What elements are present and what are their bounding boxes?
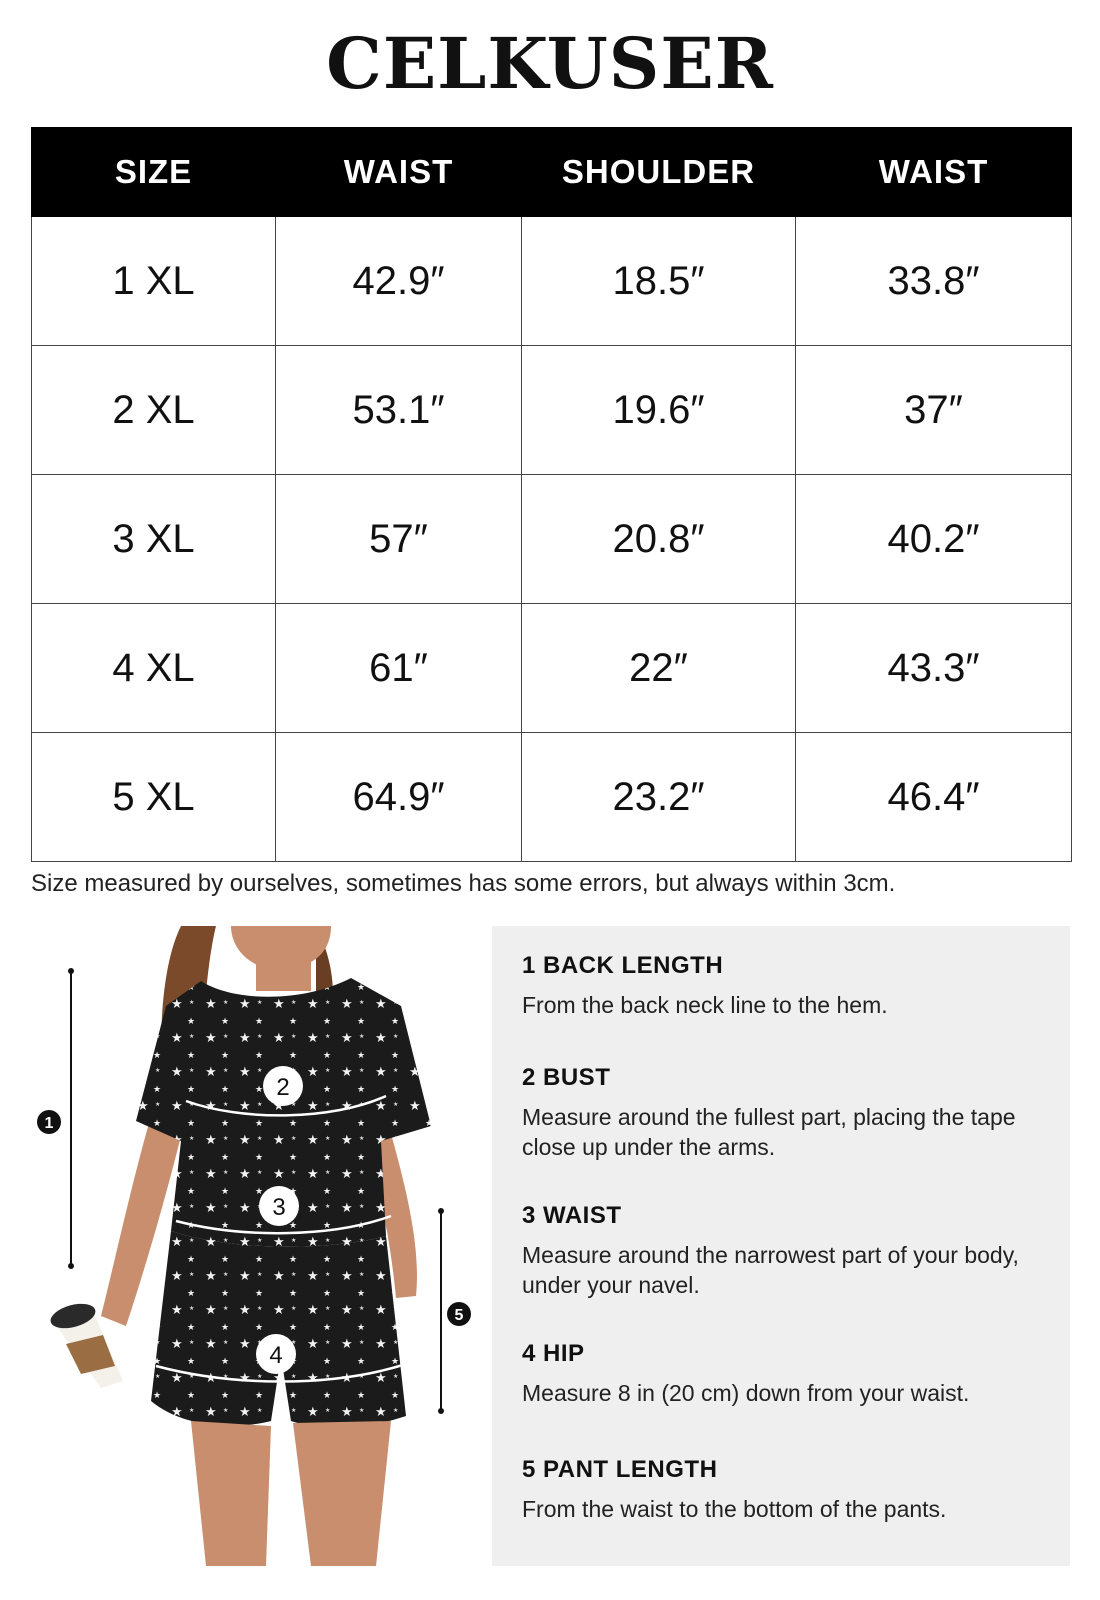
cell-shoulder: 18.5″ <box>522 217 796 346</box>
guide-desc: From the waist to the bottom of the pants. <box>522 1496 947 1522</box>
guide-dot <box>68 1263 74 1269</box>
table-row <box>32 604 1072 733</box>
header-size: SIZE <box>32 128 276 217</box>
marker-5 <box>447 1302 471 1326</box>
guide-desc: Measure 8 in (20 cm) down from your waist. <box>522 1380 970 1406</box>
right-leg-shape <box>293 1421 391 1566</box>
marker-1 <box>37 1110 61 1134</box>
table-row <box>32 346 1072 475</box>
guide-title: 1 BACK LENGTH <box>522 952 724 979</box>
table-header-row <box>32 128 1072 217</box>
cell-waist-2: 33.8″ <box>796 217 1072 346</box>
cell-waist: 61″ <box>276 604 522 733</box>
guide-title: 3 WAIST <box>522 1202 622 1229</box>
guide-title: 5 PANT LENGTH <box>522 1456 718 1483</box>
guide-desc: From the back neck line to the hem. <box>522 992 888 1018</box>
svg-text:1: 1 <box>44 1115 54 1132</box>
cell-size: 2 XL <box>32 346 276 475</box>
cell-shoulder: 19.6″ <box>522 346 796 475</box>
guide-dot <box>438 1208 444 1214</box>
cell-waist: 42.9″ <box>276 217 522 346</box>
guide-item-hip <box>522 1340 1062 1408</box>
guide-dot <box>438 1408 444 1414</box>
marker-2 <box>263 1066 303 1106</box>
svg-text:5: 5 <box>454 1307 464 1324</box>
table-row <box>32 475 1072 604</box>
cell-waist: 53.1″ <box>276 346 522 475</box>
guide-item-bust <box>522 1064 1062 1162</box>
cell-shoulder: 22″ <box>522 604 796 733</box>
measurement-guide-panel <box>492 926 1070 1566</box>
guide-desc: Measure around the fullest part, placing the tape close up under the arms. <box>522 1104 1016 1160</box>
cell-size: 3 XL <box>32 475 276 604</box>
guide-item-waist <box>522 1202 1062 1300</box>
measurement-note: Size measured by ourselves, sometimes has some errors, but always within 3cm. <box>31 870 896 897</box>
left-leg-shape <box>191 1421 271 1566</box>
star-shorts <box>151 1231 406 1428</box>
guide-item-back-length <box>522 952 1062 1020</box>
header-shoulder: SHOULDER <box>522 128 796 217</box>
cell-size: 5 XL <box>32 733 276 862</box>
cell-shoulder: 20.8″ <box>522 475 796 604</box>
cell-size: 1 XL <box>32 217 276 346</box>
model-illustration <box>31 926 491 1566</box>
guide-desc: Measure around the narrowest part of your body, under your navel. <box>522 1242 1019 1298</box>
cell-size: 4 XL <box>32 604 276 733</box>
header-waist-2: WAIST <box>796 128 1072 217</box>
header-waist: WAIST <box>276 128 522 217</box>
cell-waist-2: 40.2″ <box>796 475 1072 604</box>
size-chart-table <box>31 127 1072 862</box>
table-row <box>32 217 1072 346</box>
cell-shoulder: 23.2″ <box>522 733 796 862</box>
guide-item-pant-length <box>522 1456 1062 1524</box>
cell-waist-2: 46.4″ <box>796 733 1072 862</box>
neck-shape <box>256 961 311 991</box>
cell-waist: 64.9″ <box>276 733 522 862</box>
brand-logo: CELKUSER <box>326 22 774 105</box>
table-row <box>32 733 1072 862</box>
cell-waist-2: 37″ <box>796 346 1072 475</box>
svg-text:4: 4 <box>269 1342 283 1369</box>
svg-text:3: 3 <box>272 1194 286 1221</box>
cell-waist-2: 43.3″ <box>796 604 1072 733</box>
model-figure <box>31 926 491 1566</box>
marker-4 <box>256 1334 296 1374</box>
guide-title: 2 BUST <box>522 1064 611 1091</box>
guide-title: 4 HIP <box>522 1340 585 1367</box>
svg-text:2: 2 <box>276 1074 290 1101</box>
cell-waist: 57″ <box>276 475 522 604</box>
guide-dot <box>68 968 74 974</box>
marker-3 <box>259 1186 299 1226</box>
